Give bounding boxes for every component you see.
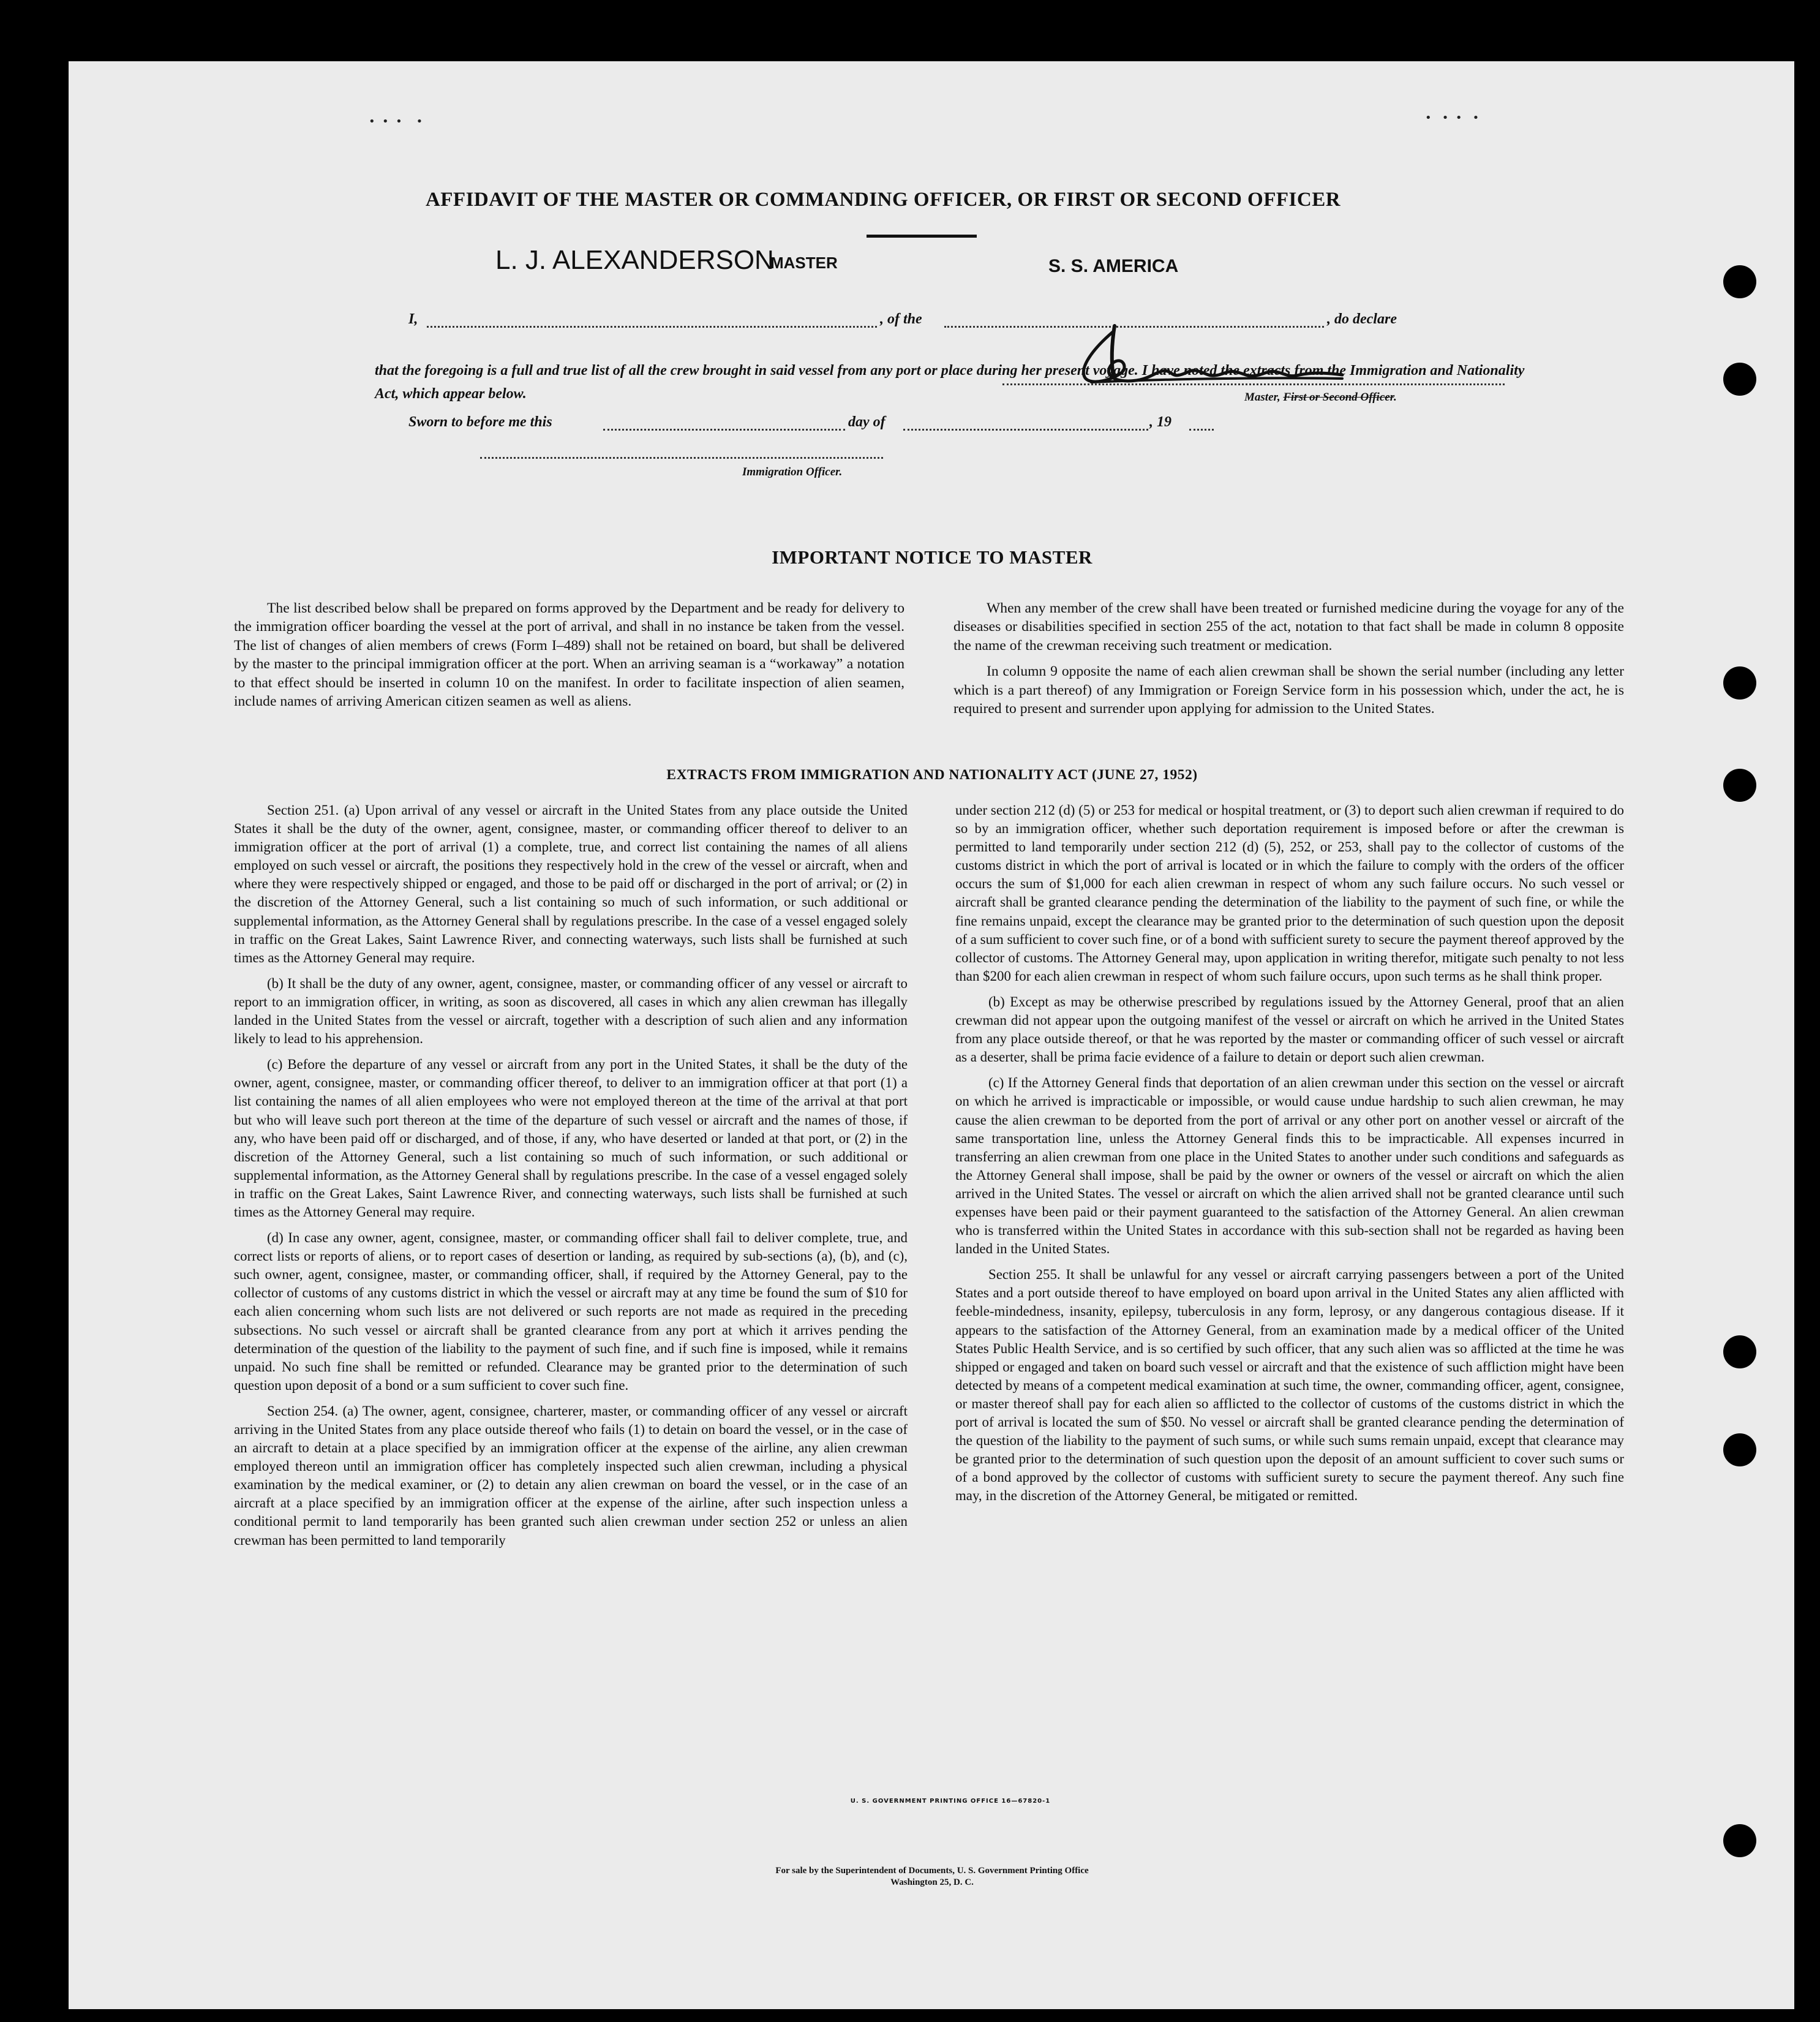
affidavit-statement: that the foregoing is a full and true list of all the crew brought in said vessel from any port or place during her present voyage. I have noted the extracts from the Immigration and Nationality Act, which appear below.	[375, 363, 1525, 402]
notice-paragraph: When any member of the crew shall have been treated or furnished medicine during the voyage for any of the diseases or disabilities specified in section 255 of the act, notation to that fact shall be made in column 8 opposite the name of the crewman receiving such treatment or medication.	[953, 600, 1624, 654]
scan-specks: • • • •	[1425, 111, 1480, 124]
sworn-year-blank	[1189, 429, 1214, 431]
sworn-label: Sworn to before me this	[408, 414, 552, 430]
sworn-month-blank	[903, 429, 1148, 431]
punch-hole	[1723, 363, 1756, 396]
scan-specks: • • • •	[369, 115, 423, 128]
extracts-right-column	[955, 801, 1624, 1505]
punch-hole	[1723, 1824, 1756, 1857]
section-255: Section 255. It shall be unlawful for any vessel or aircraft carrying passengers between a port of the United States and a port outside thereof to have employed on board upon arrival in the United States any alien afflicted with feeble-mindedness, insanity, epilepsy, tuberculosis in any form, leprosy, or any dangerous contagious disease. If it appears to the satisfaction of the Attorney General, from an examination made by a medical officer of the United States Public Health Service, and is so certified by such officer, that any such alien was so afflicted at the time he was shipped or engaged and taken on board such vessel or aircraft and that the existence of such affliction might have been detected by means of a competent medical examination at such time, the owner, commanding officer, agent, consignee, or master thereof shall pay for each alien so afflicted to the collector of customs of the customs district in which the port of arrival is located the sum of $50. No vessel or aircraft shall be granted clearance pending the determination of the question of the liability to the payment of such sums, or while such sums remain unpaid, except that clearance may be granted prior to the determination of such question upon the deposit of an amount sufficient to cover such sums or of a bond approved by the collector of customs with sufficient surety to secure the payment thereof. Any such fine may, in the discretion of the Attorney General, be mitigated or remitted.	[955, 1267, 1624, 1504]
decl-of-the-label: , of the	[880, 311, 922, 327]
decl-i-label: I,	[408, 311, 418, 327]
sig-caption-struck: First or Second Officer	[1283, 391, 1394, 404]
sig-caption-master: Master,	[1244, 391, 1284, 404]
signature-caption	[1244, 391, 1397, 404]
year-label: , 19	[1149, 414, 1171, 430]
section-254-a-continued: under section 212 (d) (5) or 253 for medical or hospital treatment, or (3) to deport such alien crewman if required to do so by an immigration officer, whether such deportation requirement is imposed before or after the crewman is permitted to land temporarily under section 212 (d) (5), 252, or 253, shall pay to the collector of customs of the customs district in which the port of arrival is located or in which the failure to comply with the orders of the officer occurs the sum of $1,000 for each alien crewman in respect of whom any such failure occurs. No such vessel or aircraft shall be granted clearance pending the determination of the liability to the payment of such fine, or while the fine remains unpaid, except the clearance may be granted prior to the determination of such question upon the deposit of a sum sufficient to cover such fine, or of a bond with sufficient surety to secure the payment thereof approved by the collector of customs. The Attorney General may, upon application in writing therefor, mitigate such penalty to not less than $200 for each alien crewman in respect of whom such failure occurs, upon such terms as he shall think proper.	[955, 802, 1624, 984]
day-of-label: day of	[848, 414, 886, 430]
decl-do-declare-label: , do declare	[1327, 311, 1397, 327]
vessel-name-field: S. S. AMERICA	[1048, 256, 1179, 276]
notice-right-column	[953, 599, 1624, 718]
section-251-c: (c) Before the departure of any vessel or aircraft from any port in the United States, it shall be the duty of the owner, agent, consignee, master, or commanding officer thereof, to deliver to an immigration officer at that port (1) a list containing the names of all alien employees who were not employed thereon at the time of the arrival at that port but who will leave such port thereon at the time of the departure of such vessel or aircraft and the names of those, if any, who have been paid off or discharged, and of those, if any, who have deserted or landed at that port, or (2) in the discretion of the Attorney General, such a list containing so much of such information, or such additional or supplemental information, as the Attorney General shall by regulations prescribe. In the case of a vessel engaged solely in traffic on the Great Lakes, Saint Lawrence River, and connecting waterways, such lists shall be furnished at such times as the Attorney General may require.	[234, 1057, 908, 1220]
signature-line	[1002, 383, 1505, 385]
title-rule	[867, 235, 977, 238]
sale-notice-line2: Washington 25, D. C.	[890, 1877, 974, 1887]
gpo-imprint: U. S. GOVERNMENT PRINTING OFFICE 16—67820-1	[850, 1798, 1051, 1805]
sig-caption-end: .	[1394, 391, 1397, 404]
form-title: AFFIDAVIT OF THE MASTER OR COMMANDING OFFICER, OR FIRST OR SECOND OFFICER	[425, 189, 1341, 211]
section-254-a: Section 254. (a) The owner, agent, consignee, charterer, master, or commanding officer of any vessel or aircraft arriving in the United States from any place outside thereof who fails (1) to detain on board the vessel, or in the case of an aircraft to detain at a place specified by an immigration officer at the expense of the airline, any alien crewman employed thereon until an immigration officer has completely inspected such alien crewman, including a physical examination by the medical examiner, or (2) to detain any alien crewman on board the vessel, or in the case of an aircraft at a place specified by an immigration officer at the expense of the airline, after such inspection unless a conditional permit to land temporarily has been granted such alien crewman under section 252 or unless an alien crewman has been permitted to land temporarily	[234, 1403, 908, 1548]
extracts-left-column	[234, 801, 908, 1550]
master-name-field: L. J. ALEXANDERSON	[495, 245, 774, 275]
master-signature	[1055, 314, 1397, 393]
notice-title: IMPORTANT NOTICE TO MASTER	[772, 546, 1092, 568]
punch-hole	[1723, 265, 1756, 298]
sale-notice-line1: For sale by the Superintendent of Documents, U. S. Government Printing Office	[775, 1866, 1089, 1876]
sale-notice	[681, 1865, 1183, 1888]
section-251-d: (d) In case any owner, agent, consignee, master, or commanding officer shall fail to deliver complete, true, and correct lists or reports of aliens, or to report cases of desertion or landing, as required by sub-sections (a), (b), and (c), such owner, agent, consignee, master, or commanding officer, shall, if required by the Attorney General, pay to the collector of customs of any customs district in which the vessel or aircraft may at any time be found the sum of $10 for each alien concerning whom such lists are not delivered or such reports are not made as required in the preceding subsections. No such vessel or aircraft shall be granted clearance from any port at which it arrives pending the determination of the question of the liability to the payment of such fine, and if such fine is imposed, while it remains unpaid. No such fine shall be remitted or refunded. Clearance may be granted prior to the determination of such question upon deposit of a bond or a sum sufficient to cover such fine.	[234, 1230, 908, 1393]
section-251-a: Section 251. (a) Upon arrival of any vessel or aircraft in the United States from any place outside the United States it shall be the duty of the owner, agent, consignee, master, or commanding officer thereof to deliver to an immigration officer at the port of arrival (1) a complete, true, and correct list containing the names of all aliens employed on such vessel or aircraft, the positions they respectively hold in the crew of the vessel or aircraft, when and where they were respectively shipped or engaged, and those to be paid off or discharged in the port of arrival; or (2) in the discretion of the Attorney General, such a list containing so much of such information, or such additional or supplemental information, as the Attorney General shall by regulations prescribe. In the case of a vessel engaged solely in traffic on the Great Lakes, Saint Lawrence River, and connecting waterways, such lists shall be furnished at such times as the Attorney General may require.	[234, 802, 908, 965]
section-251-b: (b) It shall be the duty of any owner, agent, consignee, master, or commanding officer of any vessel or aircraft to report to an immigration officer, in writing, as soon as discovered, all cases in which any alien crewman has illegally landed in the United States from the vessel or aircraft, together with a description of such alien and any information likely to lead to his apprehension.	[234, 975, 908, 1047]
punch-hole	[1723, 1335, 1756, 1368]
master-name-blank	[427, 326, 877, 328]
punch-hole	[1723, 769, 1756, 802]
sworn-line	[408, 414, 1266, 439]
sworn-day-blank	[603, 429, 845, 431]
punch-hole	[1723, 666, 1756, 700]
notice-paragraph: The list described below shall be prepared on forms approved by the Department and be ready for delivery to the immigration officer boarding the vessel at the port of arrival, and shall in no instance be taken from the vessel. The list of changes of alien members of crews (Form I–489) shall not be retained on board, but shall be delivered by the master to the principal immigration officer at the port. When an arriving seaman is a “workaway” a notation to that effect should be inserted in column 10 on the manifest. In order to facilitate inspection of alien seamen, include names of arriving American citizen seamen as well as aliens.	[234, 600, 904, 710]
extracts-title: EXTRACTS FROM IMMIGRATION AND NATIONALITY ACT (JUNE 27, 1952)	[666, 767, 1198, 783]
immigration-officer-caption: Immigration Officer.	[742, 466, 843, 478]
section-254-b: (b) Except as may be otherwise prescribed by regulations issued by the Attorney General, proof that an alien crewman did not appear upon the outgoing manifest of the vessel or aircraft on which he arrived in the United States from any place outside thereof, or that he was reported by the master or commanding officer of such vessel or aircraft as a deserter, shall be prima facie evidence of a failure to detain or deport such alien crewman.	[955, 994, 1624, 1065]
punch-hole	[1723, 1433, 1756, 1466]
section-254-c: (c) If the Attorney General finds that deportation of an alien crewman under this section on the vessel or aircraft on which he arrived is impracticable or impossible, or would cause undue hardship to such alien crewman, he may cause the alien crewman to be deported from the port of arrival or any other port on another vessel or aircraft of the same transportation line, unless the Attorney General finds this to be impracticable. All expenses incurred in transferring an alien crewman from one place in the United States to another under such conditions and safeguards as the Attorney General shall impose, shall be paid by the owner or owners of the vessel or aircraft on which the alien arrived in the United States. The vessel or aircraft on which the alien arrived shall not be granted clearance until such expenses have been paid or their payment guaranteed to the satisfaction of the Attorney General. An alien crewman who is transferred within the United States in accordance with this sub-section shall not be regarded as having been landed in the United States.	[955, 1075, 1624, 1257]
notice-paragraph: In column 9 opposite the name of each alien crewman shall be shown the serial number (including any letter which is a part thereof) of any Immigration or Foreign Service form in his possession which, under the act, he is required to present and surrender upon applying for admission to the United States.	[953, 663, 1624, 717]
immigration-officer-line	[480, 457, 883, 459]
affidavit-page	[69, 61, 1794, 2009]
rank-field: MASTER	[770, 254, 838, 272]
notice-left-column	[234, 599, 904, 711]
